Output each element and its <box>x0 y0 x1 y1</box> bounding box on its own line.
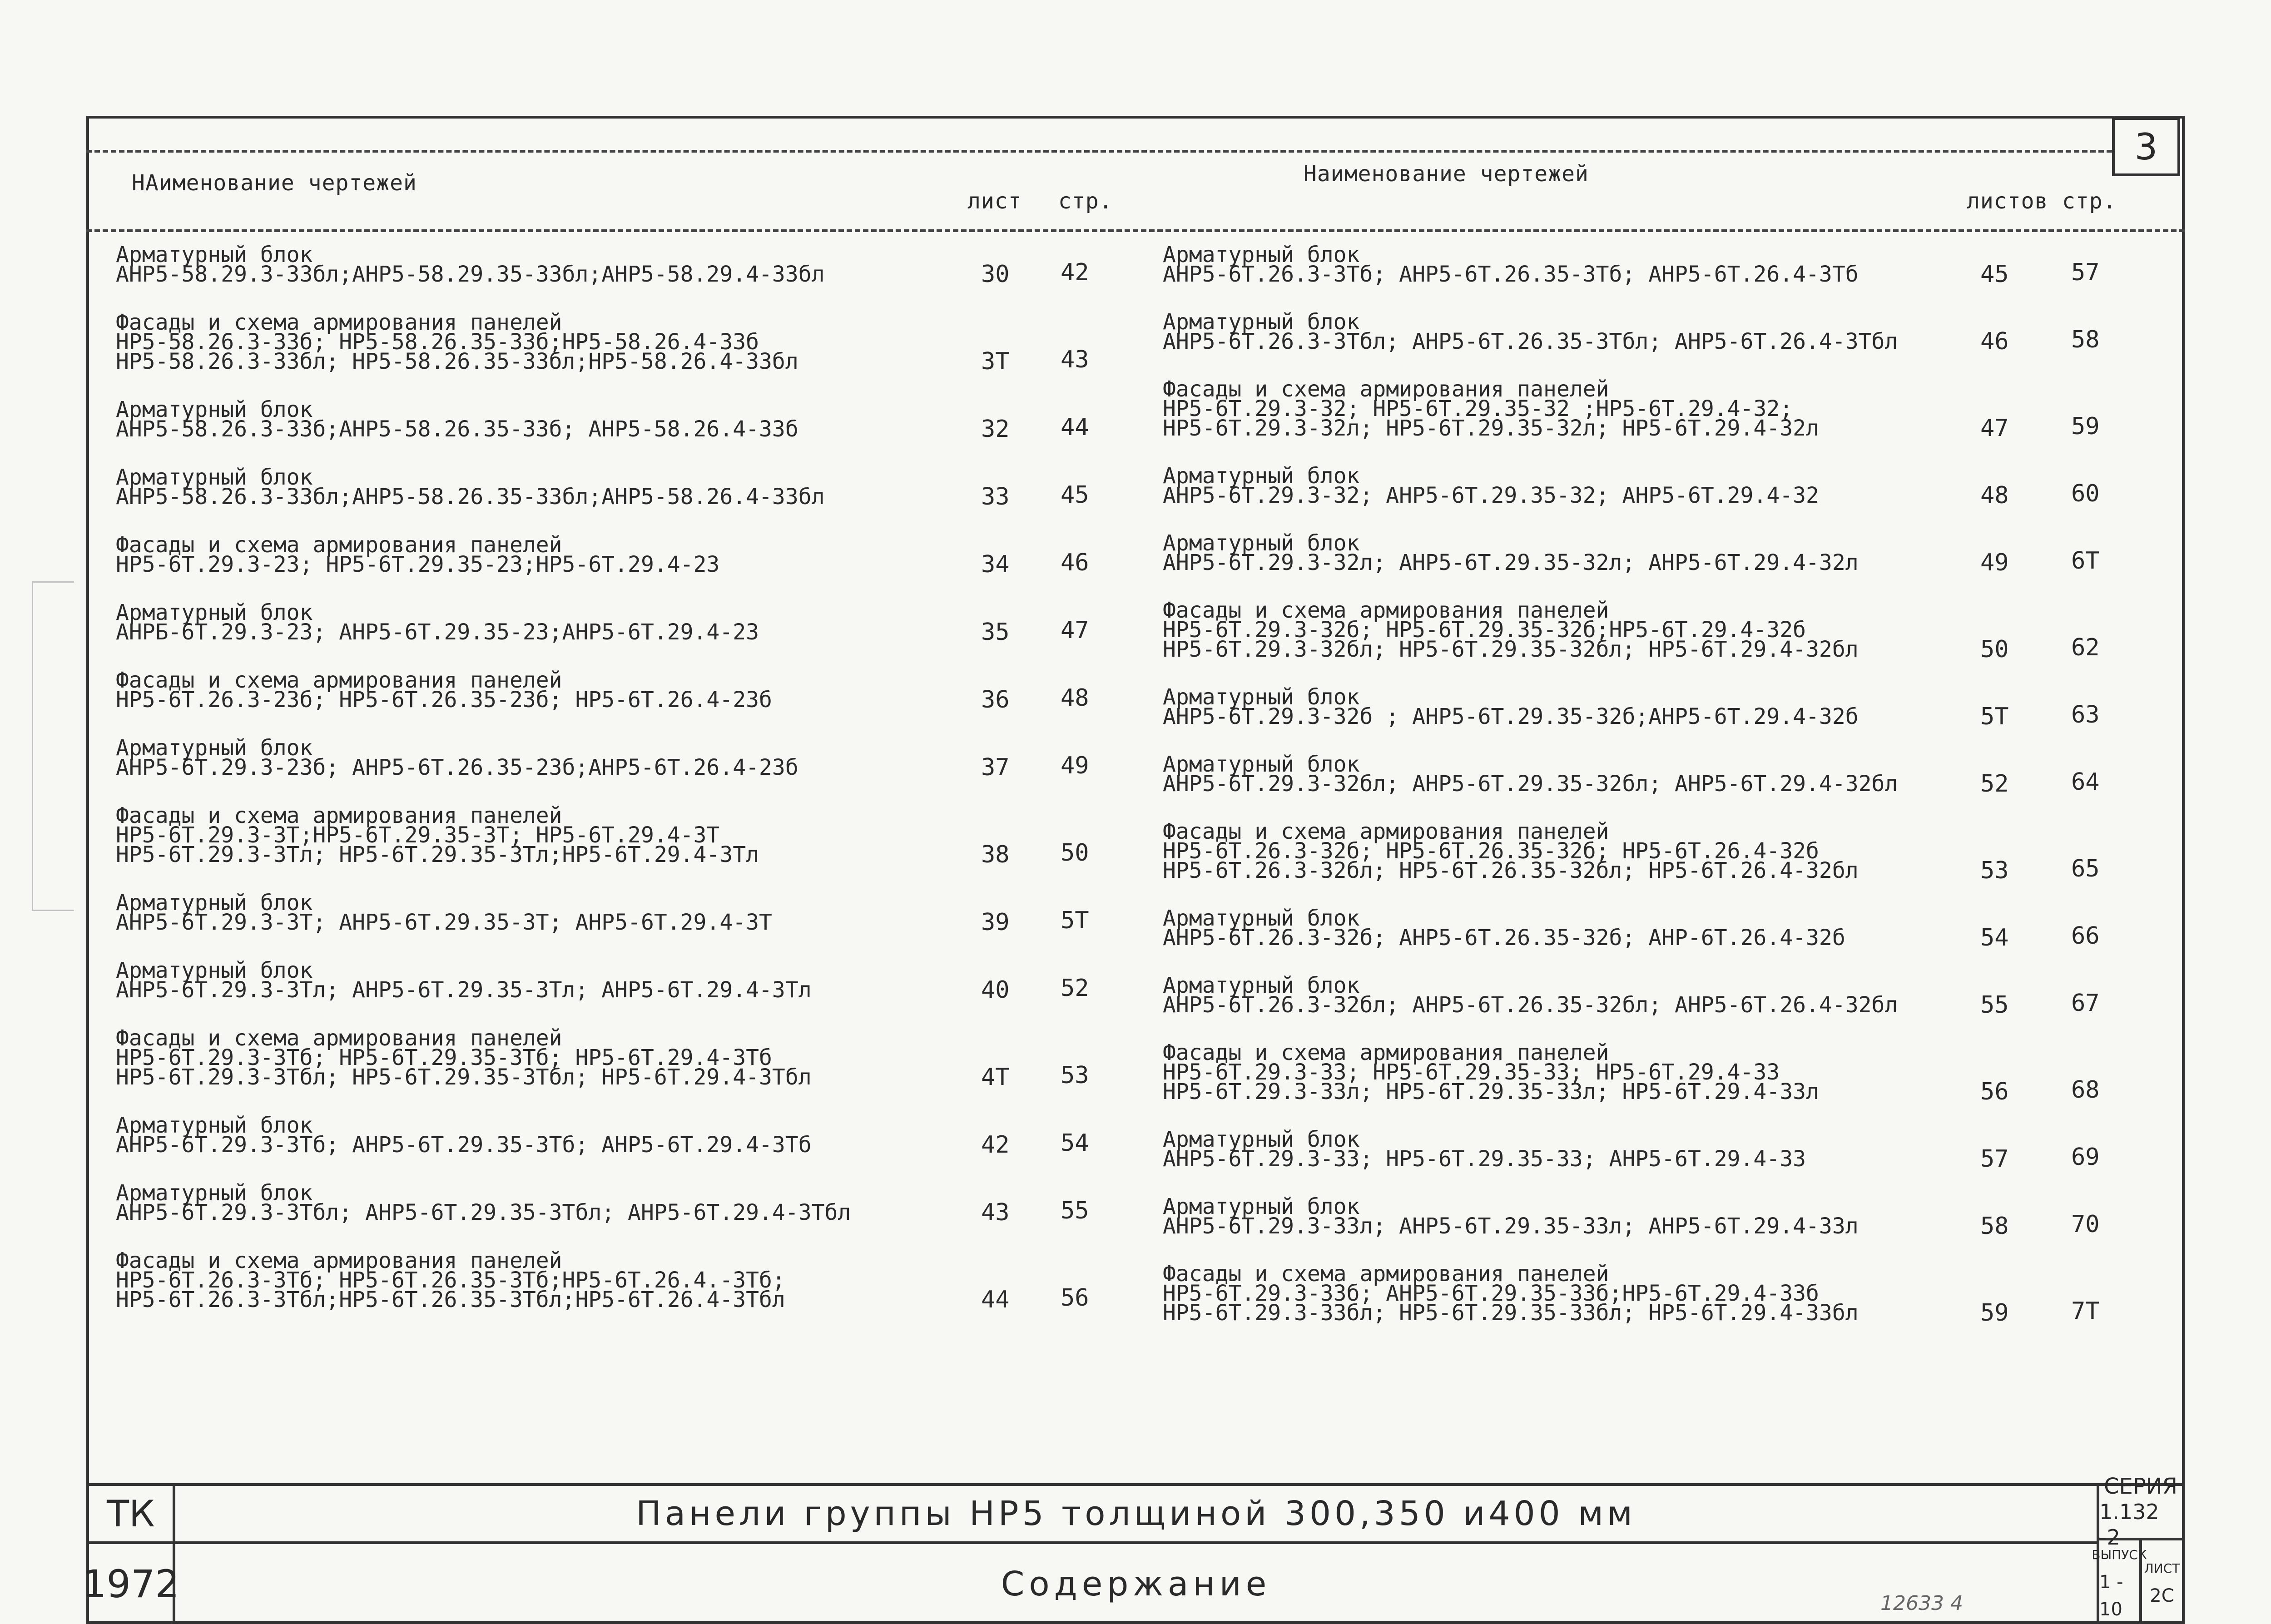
entry-heading: Фасады и схема армирования панелей <box>116 532 562 558</box>
entry-heading: Арматурный блок <box>116 735 313 761</box>
entry-marks: АНР5-6Т.29.3-3Тб; АНР5-6Т.29.35-3Тб; АНР5-6Т.29.4-3Тб <box>116 1132 812 1158</box>
entry-marks: АНР5-6Т.26.3-32б; АНР5-6Т.26.35-32б; АНР-6Т.26.4-32б <box>1163 925 1845 951</box>
entry-marks: НР5-6Т.29.3-32б; НР5-6Т.29.35-32б;НР5-6Т.29.4-32б <box>1163 617 1806 643</box>
entry-heading: Фасады и схема армирования панелей <box>1163 1040 1609 1065</box>
contents-entry <box>1163 819 2100 884</box>
document-title: Панели группы НР5 толщиной 300,350 и400 мм <box>175 1486 2097 1544</box>
entry-heading: Арматурный блок <box>116 242 313 267</box>
entry-heading: Арматурный блок <box>1163 530 1360 556</box>
sheet-number: 46 <box>1980 328 2009 355</box>
sheet-number: 55 <box>1980 991 2009 1019</box>
sheet-cell <box>2142 1540 2182 1624</box>
sheet-number: 37 <box>981 754 1010 781</box>
page-number: 48 <box>1061 684 1089 712</box>
issue-cell <box>2092 1540 2147 1624</box>
entry-marks: АНР5-58.26.3-33бл;АНР5-58.26.35-33бл;АНР5-58.26.4-33бл <box>116 484 825 510</box>
entry-marks: НР5-6Т.29.3-32бл; НР5-6Т.29.35-32бл; НР5-6Т.29.4-32бл <box>1163 637 1859 662</box>
entry-marks: НР5-6Т.26.3-32бл; НР5-6Т.26.35-32бл; НР5-6Т.26.4-32бл <box>1163 858 1859 883</box>
right-col-name-header: Наименование чертежей <box>1304 161 1589 187</box>
page-number: 55 <box>1061 1197 1089 1224</box>
page-number: 58 <box>2071 326 2100 353</box>
page-number: 45 <box>1061 481 1089 509</box>
entry-heading: Арматурный блок <box>1163 463 1360 489</box>
sheet-number: 40 <box>981 976 1010 1004</box>
page-number: 68 <box>2071 1076 2100 1104</box>
contents-entry <box>116 1113 1089 1159</box>
right-contents-column <box>1163 242 2100 1351</box>
contents-entry <box>1163 906 2100 951</box>
entry-marks: АНР5-6Т.29.3-32л; АНР5-6Т.29.35-32л; АНР5-6Т.29.4-32л <box>1163 550 1859 575</box>
page-number: 70 <box>2071 1211 2100 1238</box>
contents-entry <box>1163 598 2100 663</box>
sheet-number: 52 <box>1980 770 2009 797</box>
sheet-number: 59 <box>1980 1299 2009 1327</box>
left-col-sheets-header: лист <box>967 188 1022 214</box>
contents-entry <box>1163 242 2100 288</box>
contents-entry <box>1163 1261 2100 1327</box>
entry-heading: Фасады и схема армирования панелей <box>116 668 562 693</box>
entry-marks: АНР5-6Т.29.3-23б; АНР5-6Т.26.35-23б;АНР5-6Т.26.4-23б <box>116 755 798 780</box>
sheet-number: 56 <box>1980 1078 2009 1105</box>
sheet-number: 48 <box>1980 482 2009 509</box>
archive-note: 12633 4 <box>1880 1592 1963 1615</box>
entry-marks: НР5-6Т.29.3-3Т;НР5-6Т.29.35-3Т; НР5-6Т.29.4-3Т <box>116 822 720 848</box>
header-top-line <box>86 150 2112 153</box>
header-bottom-line <box>86 229 2185 232</box>
entry-marks: НР5-58.26.3-33б; НР5-58.26.35-33б;НР5-58.26.4-33б <box>116 329 759 355</box>
entry-heading: Фасады и схема армирования панелей <box>1163 1261 1609 1287</box>
contents-entry <box>1163 463 2100 509</box>
entry-marks: АНР5-6Т.29.3-3Тл; АНР5-6Т.29.35-3Тл; АНР5-6Т.29.4-3Тл <box>116 977 812 1003</box>
right-col-page-header: стр. <box>2062 188 2117 214</box>
contents-entry <box>116 1180 1089 1226</box>
page-number: 53 <box>1061 1062 1089 1089</box>
document-subtitle: Содержание <box>1001 1565 1271 1604</box>
entry-marks: АНР5-6Т.29.3-32; АНР5-6Т.29.35-32; АНР5-6Т.29.4-32 <box>1163 483 1819 508</box>
entry-heading: Арматурный блок <box>1163 309 1360 335</box>
page-number: 47 <box>1061 617 1089 644</box>
entry-marks: НР5-6Т.29.3-33л; НР5-6Т.29.35-33л; НР5-6Т.29.4-33л <box>1163 1079 1819 1104</box>
entry-heading: Фасады и схема армирования панелей <box>116 1248 562 1273</box>
page-number: 3 <box>2112 117 2180 176</box>
page-number: 5Т <box>1061 907 1089 934</box>
page-number: 52 <box>1061 975 1089 1002</box>
sheet-number: 34 <box>981 551 1010 578</box>
left-col-page-header: стр. <box>1058 188 1113 214</box>
entry-heading: Арматурный блок <box>1163 973 1360 998</box>
contents-entry <box>116 803 1089 868</box>
page-number: 54 <box>1061 1129 1089 1157</box>
page-number: 69 <box>2071 1144 2100 1171</box>
entry-marks: АНР5-6Т.29.3-33; НР5-6Т.29.35-33; АНР5-6Т.29.4-33 <box>1163 1146 1806 1172</box>
contents-entry <box>116 1025 1089 1091</box>
entry-heading: Арматурный блок <box>116 958 313 983</box>
page-number: 56 <box>1061 1284 1089 1312</box>
contents-entry <box>116 397 1089 443</box>
contents-entry <box>116 242 1089 288</box>
right-col-sheets-header: листов <box>1967 188 2048 214</box>
series-cell <box>2097 1474 2182 1550</box>
contents-entry <box>1163 684 2100 730</box>
entry-heading: Фасады и схема армирования панелей <box>116 310 562 335</box>
entry-marks: НР5-6Т.29.3-32; НР5-6Т.29.35-32 ;НР5-6Т.29.4-32; <box>1163 396 1793 421</box>
page-number: 65 <box>2071 855 2100 882</box>
page-number: 57 <box>2071 259 2100 286</box>
contents-entry <box>116 532 1089 578</box>
page-number: 63 <box>2071 701 2100 728</box>
sheet-number: 58 <box>1980 1213 2009 1240</box>
entry-marks: НР5-6Т.29.3-33бл; НР5-6Т.29.35-33бл; НР5-6Т.29.4-33бл <box>1163 1300 1859 1326</box>
entry-marks: АНР5-6Т.29.3-32бл; АНР5-6Т.29.35-32бл; АНР5-6Т.29.4-32бл <box>1163 771 1898 797</box>
page-number: 67 <box>2071 990 2100 1017</box>
entry-marks: АНР5-6Т.26.3-3Тбл; АНР5-6Т.26.35-3Тбл; АНР5-6Т.26.4-3Тбл <box>1163 329 1898 354</box>
entry-marks: АНР5-6Т.29.3-33л; АНР5-6Т.29.35-33л; АНР5-6Т.29.4-33л <box>1163 1213 1859 1239</box>
contents-entry <box>116 310 1089 375</box>
sheet-number: 57 <box>1980 1145 2009 1173</box>
page-number: 64 <box>2071 768 2100 796</box>
contents-entry <box>1163 1040 2100 1105</box>
left-contents-column <box>116 242 1089 1338</box>
sheet-number: 33 <box>981 483 1010 510</box>
entry-heading: Арматурный блок <box>116 465 313 490</box>
entry-marks: НР5-6Т.26.3-32б; НР5-6Т.26.35-32б; НР5-6Т.26.4-32б <box>1163 838 1819 864</box>
entry-marks: НР5-6Т.26.3-3Тб; НР5-6Т.26.35-3Тб;НР5-6Т.26.4.-3Тб; <box>116 1268 785 1293</box>
page-number: 42 <box>1061 259 1089 286</box>
sheet-label: ЛИСТ <box>2144 1561 2180 1576</box>
page-number: 6Т <box>2071 547 2100 574</box>
entry-heading: Арматурный блок <box>1163 1194 1360 1219</box>
entry-heading: Арматурный блок <box>1163 684 1360 710</box>
sheet-number: 47 <box>1980 415 2009 442</box>
sheet-number: 36 <box>981 686 1010 713</box>
entry-marks: АНР5-58.26.3-33б;АНР5-58.26.35-33б; АНР5-58.26.4-33б <box>116 416 798 442</box>
sheet-value: 2С <box>2150 1585 2174 1606</box>
entry-marks: НР5-58.26.3-33бл; НР5-58.26.35-33бл;НР5-58.26.4-33бл <box>116 349 798 374</box>
page-number: 50 <box>1061 839 1089 866</box>
entry-marks: НР5-6Т.29.3-3Тл; НР5-6Т.29.35-3Тл;НР5-6Т.29.4-3Тл <box>116 842 759 867</box>
entry-marks: НР5-6Т.29.3-3Тбл; НР5-6Т.29.35-3Тбл; НР5-6Т.29.4-3Тбл <box>116 1065 812 1090</box>
issue-value: 1 - 10 <box>2099 1572 2123 1620</box>
sheet-number: 38 <box>981 841 1010 868</box>
sheet-number: 39 <box>981 909 1010 936</box>
sheet-number: 42 <box>981 1131 1010 1159</box>
entry-marks: АНР5-6Т.29.3-3Тбл; АНР5-6Т.29.35-3Тбл; АНР5-6Т.29.4-3Тбл <box>116 1200 851 1225</box>
contents-entry <box>116 890 1089 936</box>
entry-marks: АНР5-58.29.3-33бл;АНР5-58.29.35-33бл;АНР5-58.29.4-33бл <box>116 262 825 287</box>
entry-marks: НР5-6Т.29.3-33б; АНР5-6Т.29.35-33б;НР5-6Т.29.4-33б <box>1163 1281 1819 1306</box>
entry-heading: Арматурный блок <box>1163 906 1360 931</box>
org-code: ТК <box>89 1486 175 1544</box>
contents-entry <box>116 735 1089 781</box>
contents-entry <box>1163 752 2100 797</box>
sheet-number: 50 <box>1980 636 2009 663</box>
entry-heading: Арматурный блок <box>116 1113 313 1138</box>
sheet-number: 35 <box>981 619 1010 646</box>
entry-heading: Арматурный блок <box>116 890 313 916</box>
side-stamp <box>32 581 74 911</box>
sheet-number: 3Т <box>981 348 1010 375</box>
contents-entry <box>116 600 1089 646</box>
contents-entry <box>1163 973 2100 1019</box>
contents-entry <box>1163 309 2100 355</box>
entry-heading: Арматурный блок <box>116 397 313 422</box>
entry-marks: НР5-6Т.29.3-23; НР5-6Т.29.35-23;НР5-6Т.29.4-23 <box>116 552 720 577</box>
sheet-number: 32 <box>981 416 1010 443</box>
entry-marks: НР5-6Т.29.3-32л; НР5-6Т.29.35-32л; НР5-6Т.29.4-32л <box>1163 416 1819 441</box>
series-value: 1.132 -2 <box>2099 1500 2159 1550</box>
entry-marks: АНР5-6Т.26.3-3Тб; АНР5-6Т.26.35-3Тб; АНР5-6Т.26.4-3Тб <box>1163 262 1859 287</box>
contents-entry <box>116 958 1089 1004</box>
entry-heading: Арматурный блок <box>116 600 313 625</box>
entry-marks: НР5-6Т.29.3-33; НР5-6Т.29.35-33; НР5-6Т.29.4-33 <box>1163 1060 1780 1085</box>
entry-marks: НР5-6Т.26.3-3Тбл;НР5-6Т.26.35-3Тбл;НР5-6Т.26.4-3Тбл <box>116 1287 785 1312</box>
contents-entry <box>116 1248 1089 1313</box>
contents-entry <box>1163 376 2100 442</box>
entry-heading: Фасады и схема армирования панелей <box>1163 819 1609 844</box>
entry-marks: НР5-6Т.29.3-3Тб; НР5-6Т.29.35-3Тб; НР5-6Т.29.4-3Тб <box>116 1045 772 1070</box>
entry-marks: НР5-6Т.26.3-23б; НР5-6Т.26.35-23б; НР5-6Т.26.4-23б <box>116 687 772 713</box>
entry-heading: Фасады и схема армирования панелей <box>116 803 562 828</box>
page-number: 7Т <box>2071 1297 2100 1325</box>
sheet-number: 44 <box>981 1286 1010 1313</box>
title-block <box>82 1474 2185 1624</box>
entry-marks: АНР5-6Т.29.3-32б ; АНР5-6Т.29.35-32б;АНР5-6Т.29.4-32б <box>1163 704 1859 729</box>
sheet-number: 30 <box>981 261 1010 288</box>
entry-heading: Фасады и схема армирования панелей <box>1163 376 1609 402</box>
sheet-number: 53 <box>1980 857 2009 884</box>
page-number: 49 <box>1061 752 1089 779</box>
left-col-name-header: НАименование чертежей <box>132 170 417 196</box>
entry-heading: Арматурный блок <box>1163 1127 1360 1152</box>
entry-heading: Арматурный блок <box>1163 242 1360 267</box>
contents-entry <box>1163 1127 2100 1173</box>
sheet-number: 45 <box>1980 261 2009 288</box>
sheet-number: 43 <box>981 1199 1010 1226</box>
year: 1972 <box>89 1544 175 1624</box>
issue-label: ВЫПУСК <box>2092 1547 2147 1562</box>
page-number: 46 <box>1061 549 1089 576</box>
entry-heading: Фасады и схема армирования панелей <box>1163 598 1609 623</box>
entry-marks: АНР5-6Т.26.3-32бл; АНР5-6Т.26.35-32бл; АНР5-6Т.26.4-32бл <box>1163 992 1898 1018</box>
page-number: 44 <box>1061 414 1089 441</box>
contents-entry <box>1163 530 2100 576</box>
sheet-number: 49 <box>1980 549 2009 576</box>
sheet-number: 54 <box>1980 924 2009 951</box>
series-label: СЕРИЯ <box>2103 1474 2178 1499</box>
entry-heading: Арматурный блок <box>1163 752 1360 777</box>
contents-entry <box>116 465 1089 510</box>
page-number: 60 <box>2071 480 2100 507</box>
entry-heading: Фасады и схема армирования панелей <box>116 1025 562 1051</box>
entry-heading: Арматурный блок <box>116 1180 313 1206</box>
page-number: 62 <box>2071 634 2100 661</box>
contents-entry <box>1163 1194 2100 1240</box>
entry-marks: АНР5-6Т.29.3-3Т; АНР5-6Т.29.35-3Т; АНР5-6Т.29.4-3Т <box>116 910 772 935</box>
entry-marks: АНРБ-6Т.29.3-23; АНР5-6Т.29.35-23;АНР5-6Т.29.4-23 <box>116 619 759 645</box>
page-number: 66 <box>2071 922 2100 950</box>
sheet-number: 5Т <box>1980 703 2009 730</box>
sheet-number: 4Т <box>981 1064 1010 1091</box>
contents-entry <box>116 668 1089 713</box>
page-number: 43 <box>1061 346 1089 373</box>
page-number: 59 <box>2071 413 2100 440</box>
